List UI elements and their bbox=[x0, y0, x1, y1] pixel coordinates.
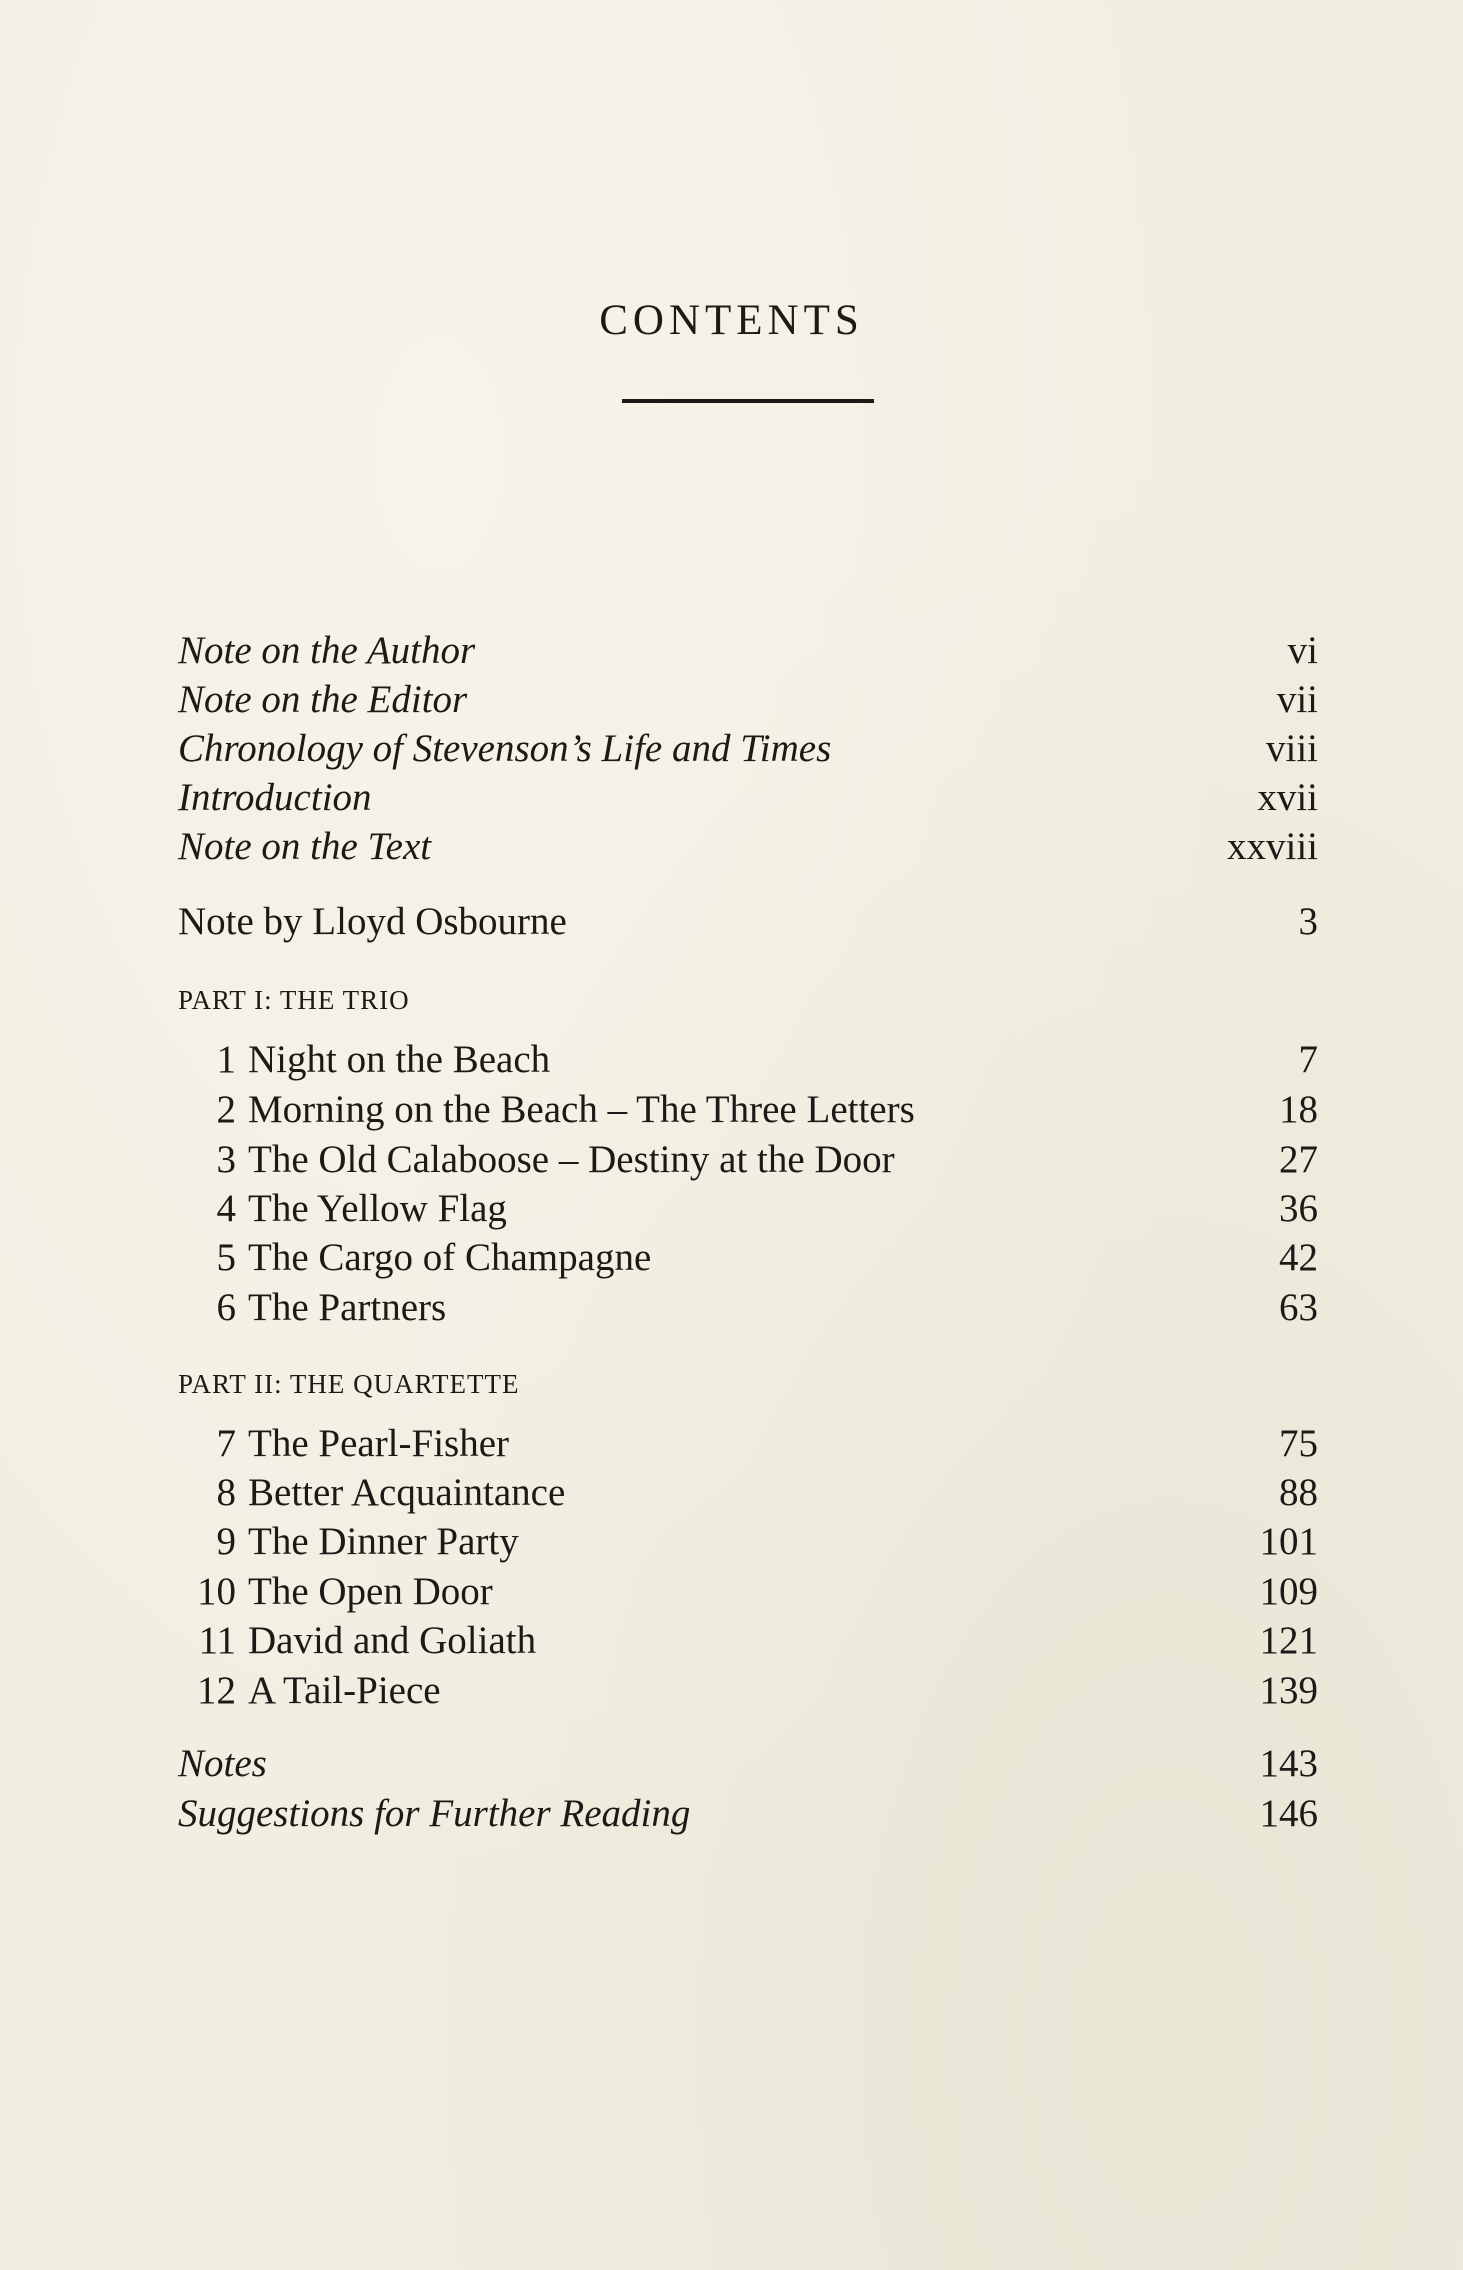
chapter-number: 10 bbox=[197, 1570, 236, 1613]
toc-chapter bbox=[178, 1035, 1318, 1085]
chapter-title: The Open Door bbox=[248, 1570, 493, 1613]
toc-chapter bbox=[178, 1184, 1318, 1234]
chapter-page: 101 bbox=[1259, 1520, 1318, 1563]
toc-chapter bbox=[178, 1283, 1318, 1333]
toc-entry-page: 3 bbox=[1298, 900, 1318, 943]
toc-entry-author-note bbox=[178, 626, 1318, 676]
title-rule bbox=[622, 399, 874, 403]
chapter-page: 7 bbox=[1298, 1038, 1318, 1081]
toc-chapter bbox=[178, 1517, 1318, 1567]
chapter-title: David and Goliath bbox=[248, 1619, 537, 1662]
toc-entry-chronology bbox=[178, 724, 1318, 774]
page-title: CONTENTS bbox=[599, 297, 864, 344]
chapter-number: 2 bbox=[216, 1088, 236, 1131]
toc-entry-label: Note by Lloyd Osbourne bbox=[178, 900, 567, 943]
toc-entry-label: Introduction bbox=[178, 776, 372, 819]
chapter-number: 9 bbox=[216, 1520, 236, 1563]
toc-chapter bbox=[178, 1233, 1318, 1283]
chapter-page: 121 bbox=[1259, 1619, 1318, 1662]
toc-chapter bbox=[178, 1666, 1318, 1716]
chapter-number: 6 bbox=[216, 1286, 236, 1329]
toc-chapter bbox=[178, 1616, 1318, 1666]
toc-entry-page: xvii bbox=[1257, 776, 1318, 819]
toc-chapter bbox=[178, 1567, 1318, 1617]
chapter-page: 18 bbox=[1279, 1088, 1318, 1131]
chapter-number: 7 bbox=[216, 1422, 236, 1465]
part-heading: PART I: THE TRIO bbox=[178, 985, 410, 1015]
chapter-number: 3 bbox=[216, 1138, 236, 1181]
toc-entry-notes bbox=[178, 1739, 1318, 1789]
chapter-title: The Cargo of Champagne bbox=[248, 1236, 652, 1279]
toc-entry-introduction bbox=[178, 773, 1318, 823]
toc-entry-page: 146 bbox=[1259, 1792, 1318, 1835]
toc-entry-label: Chronology of Stevenson’s Life and Times bbox=[178, 727, 832, 770]
chapter-number: 11 bbox=[198, 1619, 236, 1662]
toc-chapter bbox=[178, 1419, 1318, 1469]
chapter-number: 5 bbox=[216, 1236, 236, 1279]
toc-chapter bbox=[178, 1085, 1318, 1135]
chapter-page: 42 bbox=[1279, 1236, 1318, 1279]
toc-entry-label: Suggestions for Further Reading bbox=[178, 1792, 691, 1835]
chapter-title: Morning on the Beach – The Three Letters bbox=[248, 1088, 915, 1131]
chapter-page: 36 bbox=[1279, 1187, 1318, 1230]
toc-chapter bbox=[178, 1135, 1318, 1185]
chapter-title: Night on the Beach bbox=[248, 1038, 551, 1081]
chapter-number: 4 bbox=[216, 1187, 236, 1230]
toc-entry-page: vi bbox=[1287, 629, 1318, 672]
toc-entry-label: Note on the Editor bbox=[178, 678, 468, 721]
chapter-page: 88 bbox=[1279, 1471, 1318, 1514]
chapter-title: The Pearl-Fisher bbox=[248, 1422, 510, 1465]
chapter-page: 75 bbox=[1279, 1422, 1318, 1465]
part-heading: PART II: THE QUARTETTE bbox=[178, 1369, 520, 1399]
chapter-number: 8 bbox=[216, 1471, 236, 1514]
toc-chapter bbox=[178, 1468, 1318, 1518]
toc-entry-label: Note on the Text bbox=[178, 825, 432, 868]
toc-entry-page: xxviii bbox=[1226, 825, 1318, 868]
toc-entry-page: viii bbox=[1265, 727, 1318, 770]
chapter-title: The Yellow Flag bbox=[248, 1187, 507, 1230]
toc-entry-editor-note bbox=[178, 675, 1318, 725]
chapter-page: 27 bbox=[1279, 1138, 1318, 1181]
chapter-title: The Dinner Party bbox=[248, 1520, 519, 1563]
chapter-number: 1 bbox=[216, 1038, 236, 1081]
toc-entry-label: Note on the Author bbox=[178, 629, 476, 672]
chapter-title: The Old Calaboose – Destiny at the Door bbox=[248, 1138, 895, 1181]
toc-entry-label: Notes bbox=[178, 1742, 267, 1785]
chapter-page: 63 bbox=[1279, 1286, 1318, 1329]
toc-entry-further-reading bbox=[178, 1789, 1318, 1839]
chapter-page: 109 bbox=[1259, 1570, 1318, 1613]
chapter-title: Better Acquaintance bbox=[248, 1471, 566, 1514]
toc-entry-text-note bbox=[178, 822, 1318, 872]
chapter-title: The Partners bbox=[248, 1286, 447, 1329]
toc-entry-osbourne-note bbox=[178, 897, 1318, 947]
chapter-number: 12 bbox=[197, 1669, 236, 1712]
toc-entry-page: 143 bbox=[1259, 1742, 1318, 1785]
chapter-title: A Tail-Piece bbox=[248, 1669, 441, 1712]
toc-entry-page: vii bbox=[1276, 678, 1318, 721]
chapter-page: 139 bbox=[1259, 1669, 1318, 1712]
